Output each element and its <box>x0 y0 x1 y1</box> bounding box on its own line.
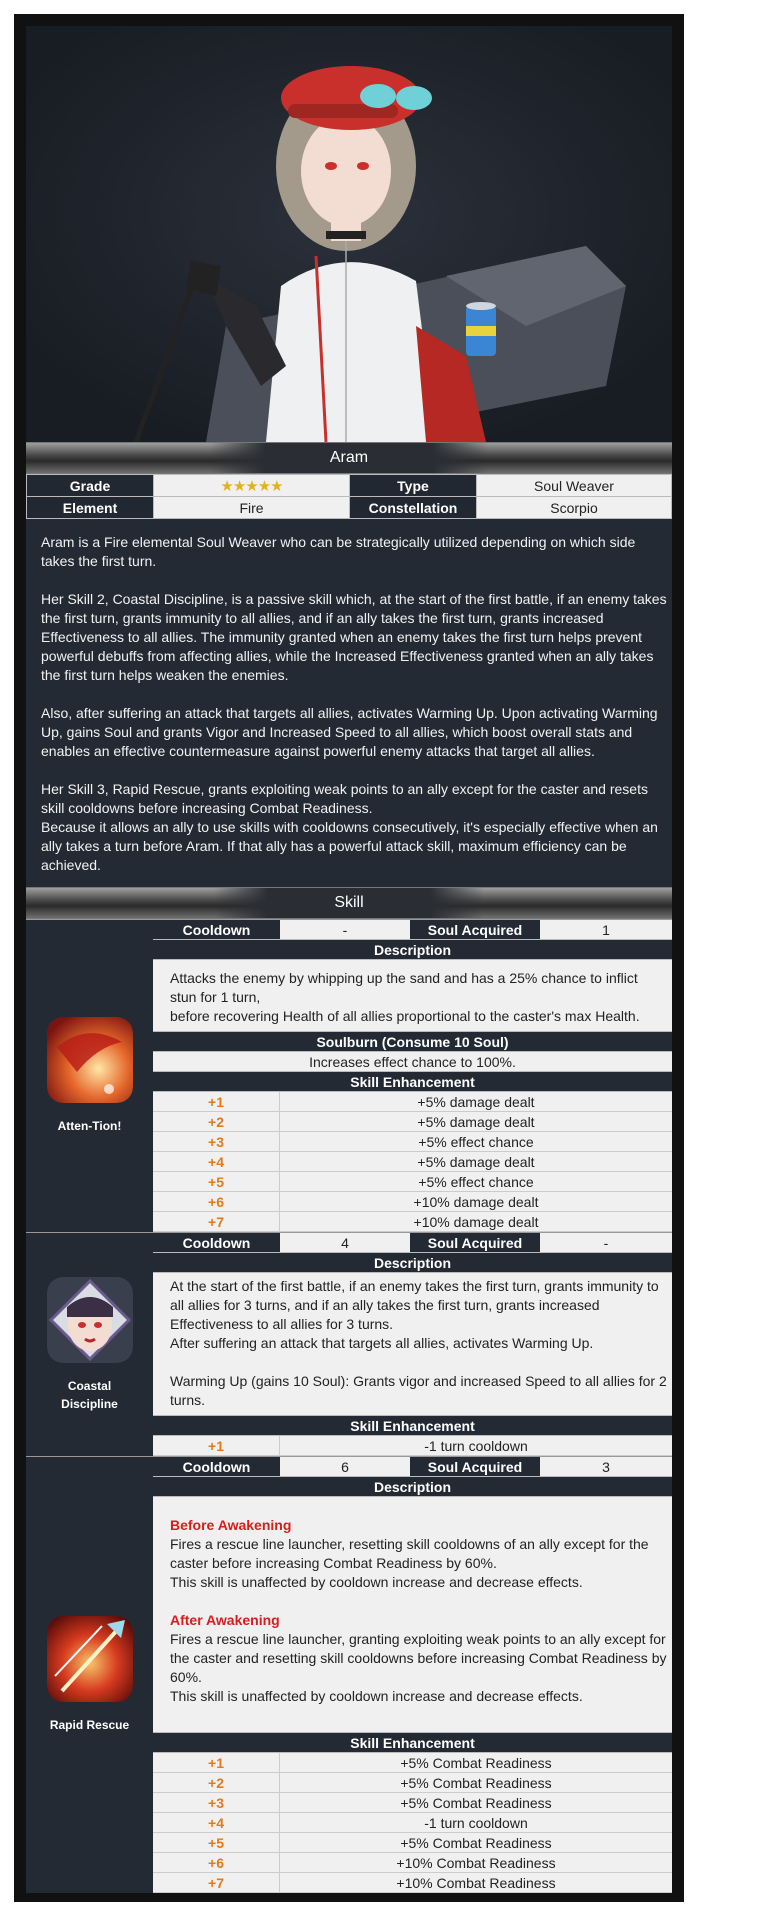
enhancement-value: +5% Combat Readiness <box>280 1833 672 1852</box>
skill-2-cooldown: 4 <box>280 1233 410 1252</box>
enhancement-row <box>153 1132 672 1152</box>
element-value: Fire <box>154 497 350 519</box>
skill-2-soul: - <box>540 1233 672 1252</box>
enhancement-row <box>153 1793 672 1813</box>
cooldown-label: Cooldown <box>153 1233 280 1252</box>
skill-1-name: Atten-Tion! <box>57 1119 122 1133</box>
enhancement-level: +7 <box>153 1212 280 1231</box>
enhancement-level: +3 <box>153 1793 280 1812</box>
character-description <box>26 519 672 887</box>
skill-1-stats-row <box>153 920 672 940</box>
enhancement-row <box>153 1753 672 1773</box>
enhancement-level: +1 <box>153 1436 280 1455</box>
soulburn-title: Soulburn (Consume 10 Soul) <box>153 1032 672 1052</box>
description-label: Description <box>153 940 672 960</box>
skill-2-details <box>153 1233 672 1456</box>
description-paragraph: Her Skill 2, Coastal Discipline, is a passive skill which, at the start of the first battle, if an enemy takes the first turn, grants immunity to all allies, and if an ally takes the first turn, grants increased Effectiveness to all allies. The immunity granted when an enemy takes the first turn helps prevent powerful debuffs from affecting allies, while the Increased Effectiveness granted when an ally takes the first turn helps weaken the enemies. <box>41 591 667 683</box>
enhancement-value: +10% damage dealt <box>280 1192 672 1211</box>
enhancement-row <box>153 1773 672 1793</box>
skill-enhancement-label: Skill Enhancement <box>153 1416 672 1436</box>
enhancement-level: +7 <box>153 1873 280 1892</box>
enhancement-value: +5% Combat Readiness <box>280 1773 672 1792</box>
skill-2-name-line: Discipline <box>61 1396 118 1411</box>
enhancement-value: +5% damage dealt <box>280 1112 672 1131</box>
skill-3-soul: 3 <box>540 1457 672 1476</box>
character-name: Aram <box>210 443 488 473</box>
skill-1-desc-line: before recovering Health of all allies proportional to the caster's max Health. <box>170 1008 640 1024</box>
skill-section-title: Skill <box>214 888 483 918</box>
skill-2-desc-line: At the start of the first battle, if an enemy takes the first turn, grants immunity to all allies for 3 turns, and if an ally takes the first turn, grants increased Effectiveness to all allies for 3 turns. <box>170 1278 659 1332</box>
enhancement-row <box>153 1813 672 1833</box>
soul-acquired-label: Soul Acquired <box>410 920 540 939</box>
skill-2-stats-row <box>153 1233 672 1253</box>
enhancement-value: -1 turn cooldown <box>280 1813 672 1832</box>
enhancement-row <box>153 1172 672 1192</box>
description-label: Description <box>153 1477 672 1497</box>
enhancement-level: +3 <box>153 1132 280 1151</box>
after-awakening-title: After Awakening <box>170 1612 280 1628</box>
skill-2-desc-line: After suffering an attack that targets all allies, activates Warming Up. <box>170 1335 594 1351</box>
skill-3-desc-line: Fires a rescue line launcher, granting exploiting weak points to an ally except for the caster and resetting skill cooldowns before increasing Combat Readiness by 60%. <box>170 1631 667 1685</box>
cooldown-label: Cooldown <box>153 1457 280 1476</box>
skill-3-cooldown: 6 <box>280 1457 410 1476</box>
enhancement-value: +5% effect chance <box>280 1132 672 1151</box>
enhancement-value: +5% damage dealt <box>280 1152 672 1171</box>
enhancement-level: +4 <box>153 1813 280 1832</box>
soulburn-text: Increases effect chance to 100%. <box>153 1052 672 1072</box>
description-paragraph: Her Skill 3, Rapid Rescue, grants exploiting weak points to an ally except for the caster and resets skill cooldowns before increasing Combat Readiness. <box>41 781 648 816</box>
description-label: Description <box>153 1253 672 1273</box>
enhancement-row <box>153 1436 672 1456</box>
skill-1-description <box>153 960 672 1032</box>
constellation-label: Constellation <box>350 497 477 519</box>
page-frame <box>14 14 684 1902</box>
description-paragraph: Aram is a Fire elemental Soul Weaver who can be strategically utilized depending on which side takes the first turn. <box>41 534 636 569</box>
enhancement-level: +5 <box>153 1172 280 1191</box>
enhancement-level: +2 <box>153 1773 280 1792</box>
skill-1-cooldown: - <box>280 920 410 939</box>
skill-3-stats-row <box>153 1457 672 1477</box>
skill-enhancement-label: Skill Enhancement <box>153 1733 672 1753</box>
skill-2 <box>26 1232 672 1456</box>
enhancement-value: +5% effect chance <box>280 1172 672 1191</box>
enhancement-value: +10% Combat Readiness <box>280 1853 672 1872</box>
enhancement-value: +5% Combat Readiness <box>280 1793 672 1812</box>
soul-acquired-label: Soul Acquired <box>410 1233 540 1252</box>
constellation-value: Scorpio <box>477 497 672 519</box>
enhancement-row <box>153 1152 672 1172</box>
skill-1-soul: 1 <box>540 920 672 939</box>
type-label: Type <box>350 475 477 497</box>
enhancement-row <box>153 1873 672 1893</box>
element-label: Element <box>27 497 154 519</box>
enhancement-row <box>153 1112 672 1132</box>
character-name-band <box>26 442 672 474</box>
enhancement-row <box>153 1192 672 1212</box>
skill-2-name-line: Coastal <box>67 1378 112 1393</box>
enhancement-row <box>153 1092 672 1112</box>
enhancement-level: +1 <box>153 1753 280 1772</box>
skill-2-identity <box>26 1233 153 1456</box>
skill-3-icon <box>47 1616 133 1702</box>
skill-1-identity <box>26 920 153 1232</box>
skill-1-desc-line: Attacks the enemy by whipping up the sand and has a 25% chance to inflict stun for 1 turn, <box>170 970 638 1005</box>
enhancement-level: +6 <box>153 1192 280 1211</box>
enhancement-row <box>153 1853 672 1873</box>
enhancement-row <box>153 1212 672 1232</box>
grade-label: Grade <box>27 475 154 497</box>
skill-3-desc-line: This skill is unaffected by cooldown increase and decrease effects. <box>170 1688 583 1704</box>
skill-2-desc-line: Warming Up (gains 10 Soul): Grants vigor and increased Speed to all allies for 2 turns. <box>170 1373 667 1408</box>
grade-stars: ★★★★★ <box>154 475 350 497</box>
enhancement-row <box>153 1833 672 1853</box>
character-info-table <box>26 474 672 519</box>
skill-3-desc-line: This skill is unaffected by cooldown increase and decrease effects. <box>170 1574 583 1590</box>
cooldown-label: Cooldown <box>153 920 280 939</box>
description-paragraph: Because it allows an ally to use skills with cooldowns consecutively, it's especially effective when an ally takes a turn before Aram. If that ally has a powerful attack skill, maximum efficiency can be achieved. <box>41 819 658 873</box>
character-artwork <box>26 26 672 442</box>
skill-3-details <box>153 1457 672 1893</box>
skill-3-desc-line: Fires a rescue line launcher, resetting skill cooldowns of an ally except for the caster before increasing Combat Readiness by 60%. <box>170 1536 649 1571</box>
skill-2-description <box>153 1273 672 1416</box>
skill-3-name: Rapid Rescue <box>49 1718 130 1732</box>
enhancement-level: +1 <box>153 1092 280 1111</box>
skill-section-band <box>26 887 672 919</box>
character-illustration <box>26 26 672 442</box>
enhancement-value: +10% Combat Readiness <box>280 1873 672 1892</box>
type-value: Soul Weaver <box>477 475 672 497</box>
skill-1-icon <box>47 1017 133 1103</box>
enhancement-value: -1 turn cooldown <box>280 1436 672 1455</box>
enhancement-level: +2 <box>153 1112 280 1131</box>
skill-3-identity <box>26 1457 153 1893</box>
skill-3-description <box>153 1497 672 1733</box>
enhancement-value: +5% Combat Readiness <box>280 1753 672 1772</box>
skill-2-icon <box>47 1277 133 1363</box>
skill-3 <box>26 1456 672 1893</box>
enhancement-level: +6 <box>153 1853 280 1872</box>
skill-enhancement-label: Skill Enhancement <box>153 1072 672 1092</box>
before-awakening-title: Before Awakening <box>170 1517 292 1533</box>
enhancement-value: +5% damage dealt <box>280 1092 672 1111</box>
enhancement-level: +4 <box>153 1152 280 1171</box>
soul-acquired-label: Soul Acquired <box>410 1457 540 1476</box>
description-paragraph: Also, after suffering an attack that targets all allies, activates Warming Up. Upon activating Warming Up, gains Soul and grants Vigor and Increased Speed to all allies, which boost overall stats and enables an effective countermeasure against powerful enemy attacks that target all allies. <box>41 705 658 759</box>
enhancement-level: +5 <box>153 1833 280 1852</box>
character-card <box>26 26 672 1893</box>
skill-1-details <box>153 920 672 1232</box>
skill-1 <box>26 919 672 1232</box>
enhancement-value: +10% damage dealt <box>280 1212 672 1231</box>
